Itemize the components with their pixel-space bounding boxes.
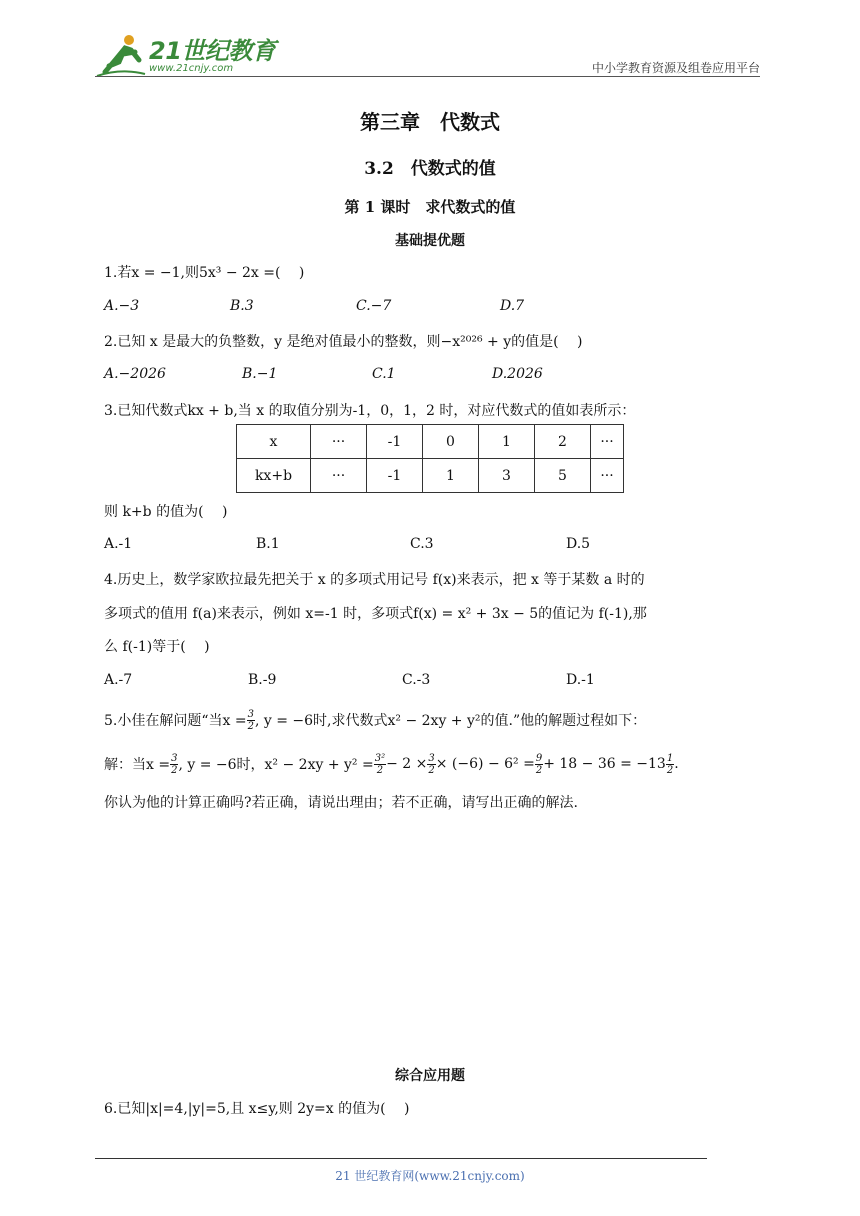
table-cell: -1	[367, 459, 423, 493]
footer-text: 21 世纪教育网(www.21cnjy.com)	[335, 1169, 525, 1183]
table-cell: ···	[591, 425, 624, 459]
table-cell: 5	[535, 459, 591, 493]
table-cell: 0	[423, 425, 479, 459]
q3-value-table	[236, 424, 624, 493]
q2-option-d: D.2026	[492, 366, 543, 382]
table-row	[237, 459, 624, 493]
table-cell: ···	[591, 459, 624, 493]
q3-option-a: A.-1	[104, 536, 133, 552]
q5-solution	[104, 749, 679, 779]
q6-stem: 6.已知|x|=4,|y|=5,且 x≤y,则 2y=x 的值为( )	[104, 1101, 410, 1117]
table-cell: x	[237, 425, 311, 459]
table-cell: ···	[311, 425, 367, 459]
table-cell: ···	[311, 459, 367, 493]
q5-solution-part: 解：当x =	[104, 757, 171, 773]
table-row	[237, 425, 624, 459]
brand-url: www.21cnjy.com	[149, 63, 234, 74]
brand-name: 21世纪教育	[149, 37, 276, 65]
q5-solution-part: − 2 ×	[386, 756, 428, 772]
fraction-numerator: 3	[171, 752, 178, 764]
solution-fraction	[535, 753, 543, 776]
q3-option-d: D.5	[566, 536, 591, 552]
q3-options	[104, 536, 704, 556]
q2-options	[104, 366, 704, 386]
q3-option-c: C.3	[410, 536, 434, 552]
q3-stem: 3.已知代数式kx + b,当 x 的取值分别为-1，0，1，2 时，对应代数式的值如表所示：	[104, 403, 636, 419]
q1-option-c: C.−7	[356, 298, 392, 314]
q5-fraction	[247, 709, 255, 732]
brand-logo	[95, 28, 275, 78]
footer-divider	[95, 1158, 707, 1159]
q4-option-c: C.-3	[402, 672, 431, 688]
table-cell: 1	[423, 459, 479, 493]
q5-solution-part: × (−6) − 6² =	[435, 756, 535, 772]
q5-ask: 你认为他的计算正确吗?若正确，请说出理由；若不正确，请写出正确的解法.	[104, 795, 578, 811]
table-cell: 2	[535, 425, 591, 459]
q1-stem: 1.若x = −1,则5x³ − 2x =( )	[104, 265, 305, 281]
q5-solution-period: .	[674, 756, 679, 772]
fraction-denominator: 2	[171, 764, 178, 776]
q5-stem-start: 5.小佳在解问题“当x =	[104, 713, 247, 729]
q2-option-c: C.1	[372, 366, 396, 382]
fraction-numerator: 3	[428, 752, 435, 764]
basic-section-heading: 基础提优题	[395, 233, 465, 249]
q1-option-b: B.3	[230, 298, 254, 314]
fraction-denominator: 2	[535, 764, 543, 776]
chapter-title: 第三章 代数式	[360, 110, 500, 134]
q4-line-2: 多项式的值用 f(a)来表示，例如 x=-1 时，多项式f(x) = x² + 3x − 5的值记为 f(-1),那	[104, 606, 647, 622]
fraction-denominator: 2	[376, 764, 384, 776]
applied-section-heading: 综合应用题	[395, 1068, 465, 1084]
fraction-denominator: 2	[428, 764, 435, 776]
q2-stem: 2.已知 x 是最大的负整数，y 是绝对值最小的整数，则−x²⁰²⁶ + y的值是( )	[104, 334, 583, 350]
fraction-denominator: 2	[666, 764, 674, 776]
q4-option-d: D.-1	[566, 672, 595, 688]
runner-icon	[95, 32, 147, 78]
q1-option-a: A.−3	[104, 298, 140, 314]
fraction-numerator: 1	[666, 752, 674, 764]
q1-option-d: D.7	[500, 298, 525, 314]
q2-option-b: B.−1	[242, 366, 278, 382]
q5-fraction-numerator: 3	[247, 708, 254, 720]
q5-fraction-denominator: 2	[247, 720, 254, 732]
q2-option-a: A.−2026	[104, 366, 166, 382]
table-cell: 1	[479, 425, 535, 459]
table-cell: 3	[479, 459, 535, 493]
q5-solution-part: , y = −6时，x² − 2xy + y² =	[178, 757, 374, 773]
q3-ask: 则 k+b 的值为( )	[104, 504, 228, 520]
q5-stem	[104, 706, 646, 734]
q4-options	[104, 672, 704, 692]
platform-tagline: 中小学教育资源及组卷应用平台	[591, 61, 760, 75]
q5-stem-end: , y = −6时,求代数式x² − 2xy + y²的值.”他的解题过程如下：	[254, 713, 647, 729]
header-divider	[95, 76, 760, 77]
q5-solution-part: + 18 − 36 = −13	[543, 756, 666, 772]
q4-line-1: 4.历史上，数学家欧拉最先把关于 x 的多项式用记号 f(x)来表示，把 x 等于某数 a 时的	[104, 572, 645, 588]
q3-option-b: B.1	[256, 536, 280, 552]
solution-fraction	[170, 753, 178, 776]
q4-line-3: 么 f(-1)等于( )	[104, 639, 210, 655]
fraction-numerator: 3²	[374, 752, 386, 764]
q4-option-a: A.-7	[104, 672, 133, 688]
table-cell: -1	[367, 425, 423, 459]
solution-fraction	[427, 753, 435, 776]
section-title: 3.2 代数式的值	[364, 159, 496, 179]
lesson-title: 第 1 课时 求代数式的值	[344, 198, 516, 216]
table-cell: kx+b	[237, 459, 311, 493]
solution-fraction	[666, 753, 674, 776]
q1-options	[104, 298, 704, 318]
q4-option-b: B.-9	[248, 672, 277, 688]
fraction-numerator: 9	[535, 752, 543, 764]
solution-fraction	[374, 753, 386, 776]
